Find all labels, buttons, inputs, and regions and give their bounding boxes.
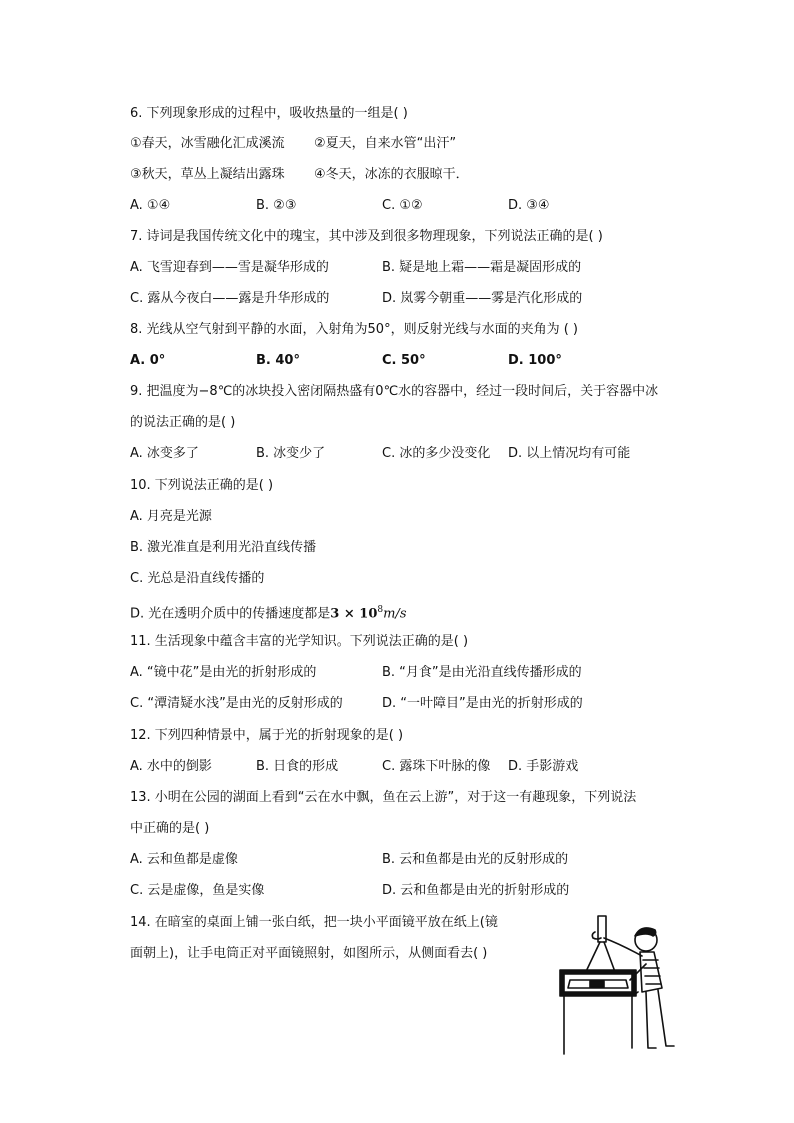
q7-option-d: D. 岚雾今朝重——雾是汽化形成的 <box>382 291 583 306</box>
q11-option-a: A. “镜中花”是由光的折射形成的 <box>130 665 317 680</box>
q13-stem-line1: 13. 小明在公园的湖面上看到“云在水中飘，鱼在云上游”，对于这一有趣现象，下列说法 <box>130 790 637 805</box>
q10-speed-base: 3 × 10 <box>330 606 378 622</box>
q7-stem: 7. 诗词是我国传统文化中的瑰宝，其中涉及到很多物理现象，下列说法正确的是( ) <box>130 229 603 244</box>
q6-item4: ④冬天，冰冻的衣服晾干． <box>314 167 469 182</box>
q6-option-d: D. ③④ <box>508 198 550 213</box>
flashlight-mirror-figure <box>558 908 688 1058</box>
q11-stem: 11. 生活现象中蕴含丰富的光学知识。下列说法正确的是( ) <box>130 634 469 649</box>
q12-option-a: A. 水中的倒影 <box>130 759 212 774</box>
q8-option-a: A. 0° <box>130 353 166 368</box>
q10-option-d-text: D. 光在透明介质中的传播速度都是 <box>130 606 331 622</box>
q6-option-b: B. ②③ <box>256 198 297 213</box>
q10-stem: 10. 下列说法正确的是( ) <box>130 478 274 493</box>
q6-stem: 6. 下列现象形成的过程中，吸收热量的一组是( ) <box>130 106 408 121</box>
q14-stem-line2: 面朝上)，让手电筒正对平面镜照射，如图所示，从侧面看去( ) <box>130 946 488 961</box>
q12-option-d: D. 手影游戏 <box>508 759 579 774</box>
q9-option-d: D. 以上情况均有可能 <box>508 446 631 461</box>
q13-option-c: C. 云是虚像，鱼是实像 <box>130 883 265 898</box>
q13-stem-line2: 中正确的是( ) <box>130 821 210 836</box>
q7-option-a: A. 飞雪迎春到——雪是凝华形成的 <box>130 260 329 275</box>
q8-option-c: C. 50° <box>382 353 426 368</box>
q10-option-a: A. 月亮是光源 <box>130 509 212 524</box>
q7-option-c: C. 露从今夜白——露是升华形成的 <box>130 291 330 306</box>
q9-stem-line1: 9. 把温度为−8℃的冰块投入密闭隔热盛有0℃水的容器中，经过一段时间后，关于容器中冰 <box>130 384 659 399</box>
q10-option-d <box>130 601 407 623</box>
q11-option-b: B. “月食”是由光沿直线传播形成的 <box>382 665 582 680</box>
q12-option-c: C. 露珠下叶脉的像 <box>382 759 491 774</box>
q9-stem-line2: 的说法正确的是( ) <box>130 415 236 430</box>
q13-option-d: D. 云和鱼都是由光的折射形成的 <box>382 883 570 898</box>
q13-option-b: B. 云和鱼都是由光的反射形成的 <box>382 852 569 867</box>
q10-option-c: C. 光总是沿直线传播的 <box>130 571 265 586</box>
q8-option-d: D. 100° <box>508 353 562 368</box>
q10-option-b: B. 激光准直是利用光沿直线传播 <box>130 540 317 555</box>
q8-stem: 8. 光线从空气射到平静的水面，入射角为50°，则反射光线与水面的夹角为 ( ) <box>130 322 578 337</box>
q12-option-b: B. 日食的形成 <box>256 759 339 774</box>
q14-stem-line1: 14. 在暗室的桌面上铺一张白纸，把一块小平面镜平放在纸上(镜 <box>130 915 498 930</box>
q6-item1: ①春天，冰雪融化汇成溪流 <box>130 136 285 151</box>
q9-option-b: B. 冰变少了 <box>256 446 326 461</box>
q10-speed-unit: m/s <box>383 606 407 622</box>
mirror-icon <box>590 981 604 987</box>
q13-option-a: A. 云和鱼都是虚像 <box>130 852 238 867</box>
q11-option-c: C. “潭清疑水浅”是由光的反射形成的 <box>130 696 343 711</box>
q7-option-b: B. 疑是地上霜——霜是凝固形成的 <box>382 260 582 275</box>
q6-item3: ③秋天，草丛上凝结出露珠 <box>130 167 285 182</box>
q6-item2: ②夏天，自来水管“出汗” <box>314 136 457 151</box>
q12-stem: 12. 下列四种情景中，属于光的折射现象的是( ) <box>130 728 404 743</box>
q9-option-a: A. 冰变多了 <box>130 446 199 461</box>
q11-option-d: D. “一叶障目”是由光的折射形成的 <box>382 696 583 711</box>
q10-speed-exponent: 8 <box>377 605 384 615</box>
q6-option-a: A. ①④ <box>130 198 171 213</box>
q8-option-b: B. 40° <box>256 353 300 368</box>
q6-option-c: C. ①② <box>382 198 423 213</box>
q9-option-c: C. 冰的多少没变化 <box>382 446 491 461</box>
